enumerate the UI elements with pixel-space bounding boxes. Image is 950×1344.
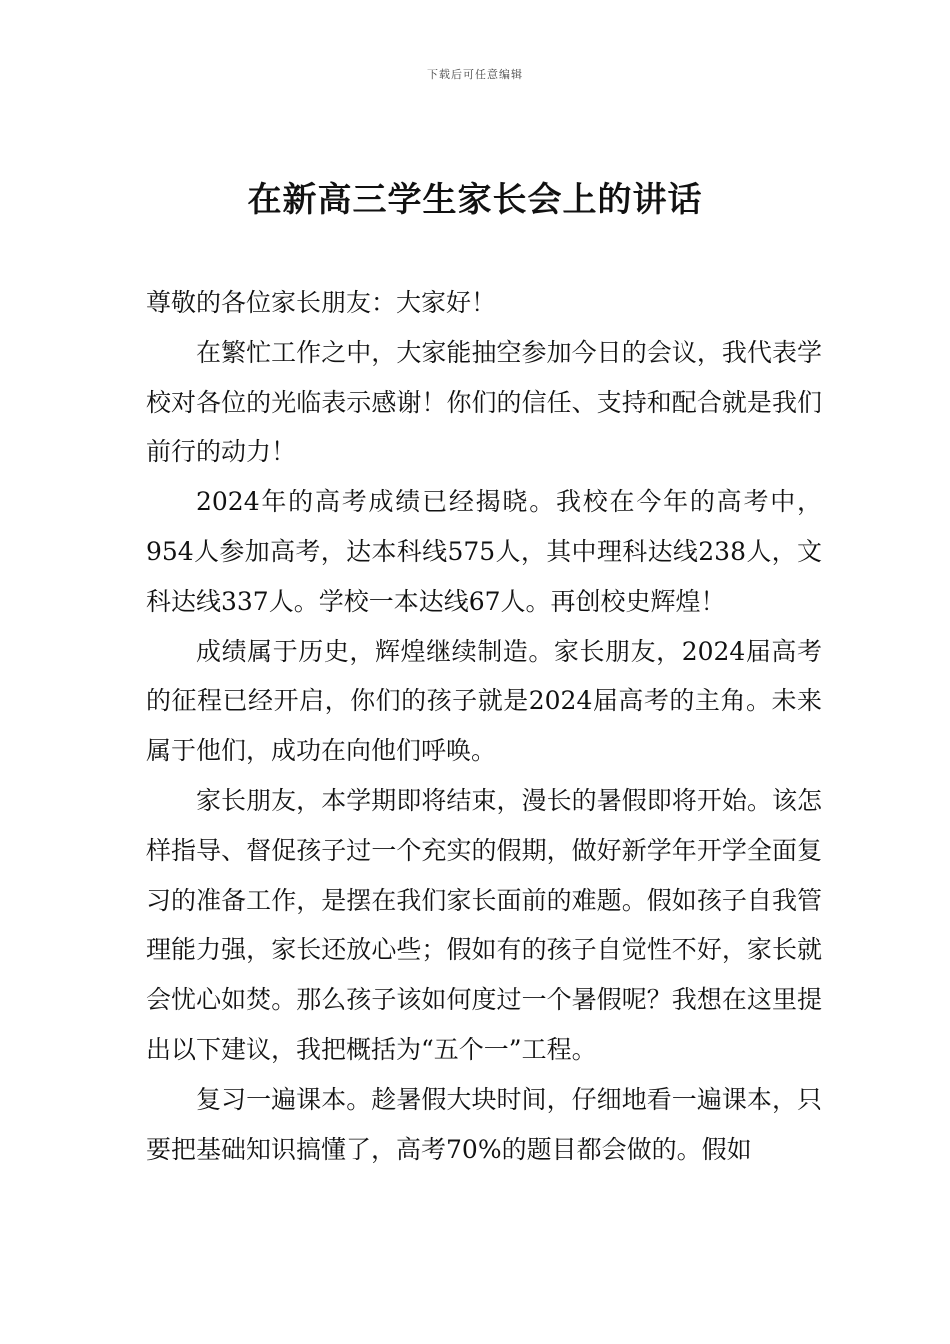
document-title: 在新高三学生家长会上的讲话 (247, 180, 703, 220)
paragraph-review-textbook: 复习一遍课本。趁暑假大块时间，仔细地看一遍课本，只要把基础知识搞懂了，高考70%的题目都会做的。假如 (146, 1084, 822, 1164)
paragraph-summer-vacation: 家长朋友，本学期即将结束，漫长的暑假即将开始。该怎样指导、督促孩子过一个充实的假期，做好新学年开学全面复习的准备工作，是摆在我们家长面前的难题。假如孩子自我管理能力强，家长还放心些；假如有的孩子自觉性不好，家长就会忧心如焚。那么孩子该如何度过一个暑假呢？我想在这里提出以下建议，我把概括为“五个一”工程。 (146, 785, 822, 1064)
document-body (146, 278, 822, 1174)
paragraph-future: 成绩属于历史，辉煌继续制造。家长朋友，2024届高考的征程已经开启，你们的孩子就是2024届高考的主角。未来属于他们，成功在向他们呼唤。 (146, 636, 822, 766)
paragraph-thanks: 在繁忙工作之中，大家能抽空参加今日的会议，我代表学校对各位的光临表示感谢！你们的信任、支持和配合就是我们前行的动力！ (146, 337, 822, 467)
salutation: 尊敬的各位家长朋友：大家好！ (146, 288, 497, 317)
paragraph-exam-results: 2024年的高考成绩已经揭晓。我校在今年的高考中，954人参加高考，达本科线575人，其中理科达线238人，文科达线337人。学校一本达线67人。再创校史辉煌！ (146, 487, 822, 616)
header-note: 下载后可任意编辑 (427, 68, 523, 81)
